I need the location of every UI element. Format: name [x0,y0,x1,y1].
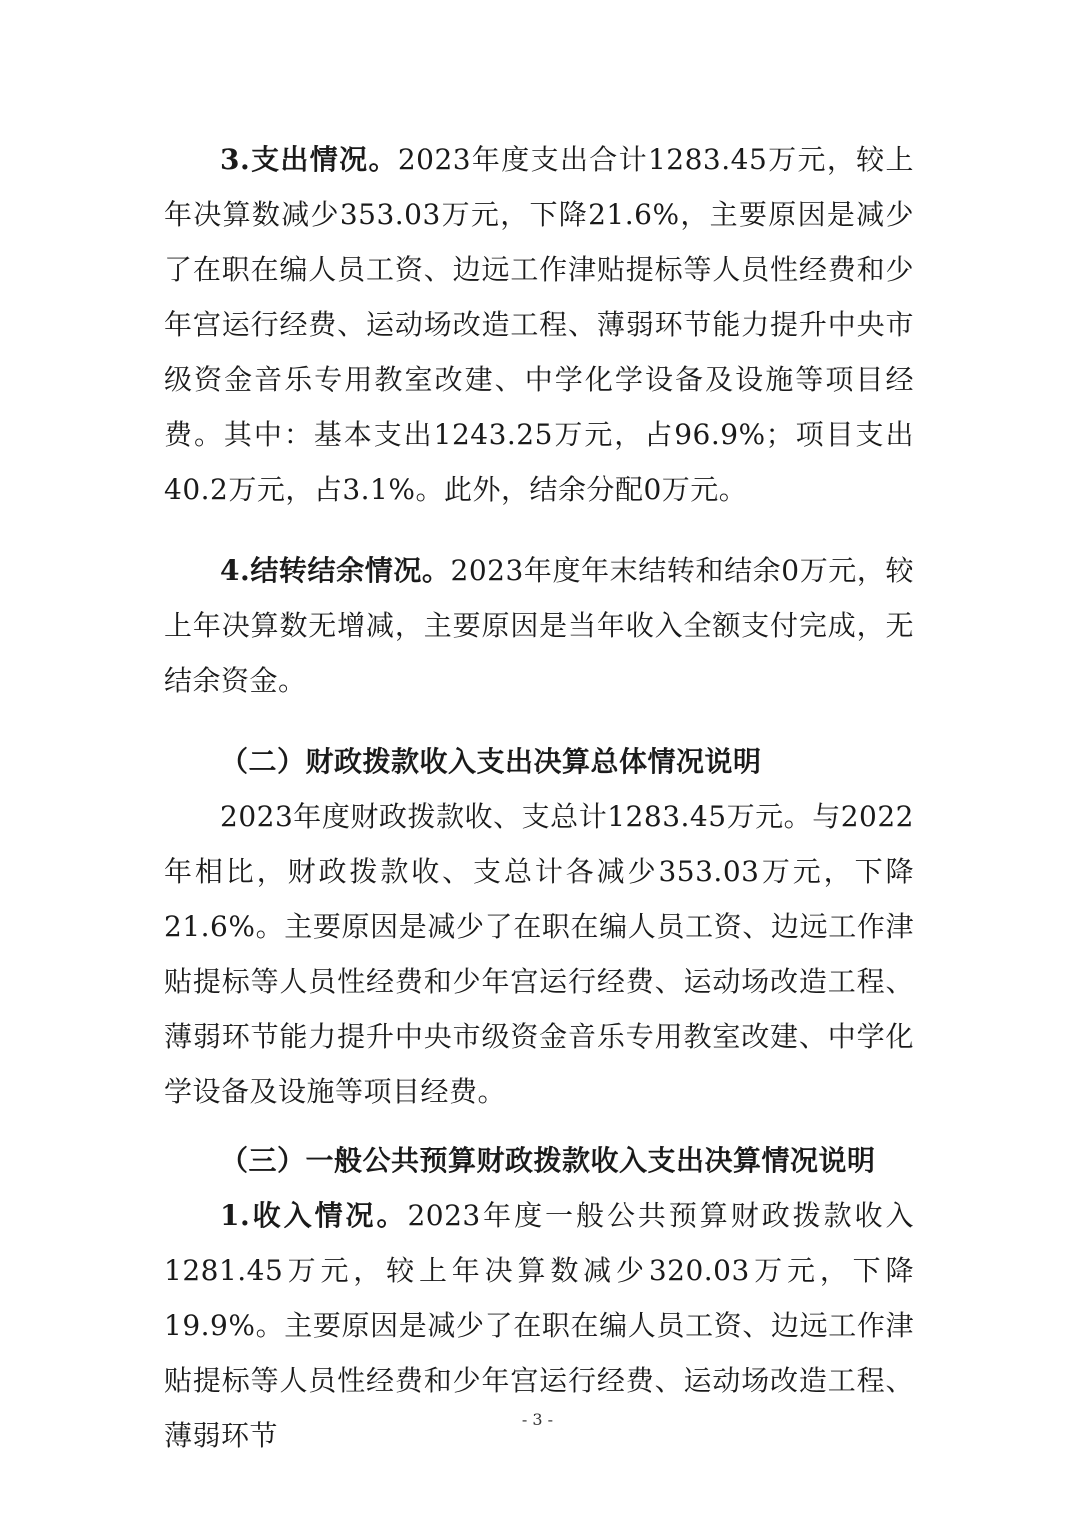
heading-general-budget: （三）一般公共预算财政拨款收入支出决算情况说明 [220,1144,876,1177]
heading-fiscal-overview: （二）财政拨款收入支出决算总体情况说明 [220,745,762,778]
paragraph-carryover [164,543,914,708]
text-fiscal-overview: 2023年度财政拨款收、支总计1283.45万元。与2022年相比，财政拨款收、支总计各减少353.03万元，下降21.6%。主要原因是减少了在职在编人员工资、边远工作津贴提标等人员性经费和少年宫运行经费、运动场改造工程、薄弱环节能力提升中央市级资金音乐专用教室改建、中学化学设备及设施等项目经费。 [164,800,914,1108]
page-number: - 3 - [521,1410,554,1429]
text-general-budget-income: 2023年度一般公共预算财政拨款收入1281.45万元，较上年决算数减少320.03万元，下降19.9%。主要原因是减少了在职在编人员工资、边远工作津贴提标等人员性经费和少年宫运行经费、运动场改造工程、薄弱环节 [164,1199,914,1452]
document-body [164,132,914,1463]
lead-expenditure: 3.支出情况。 [220,143,398,176]
text-expenditure: 2023年度支出合计1283.45万元，较上年决算数减少353.03万元，下降21.6%，主要原因是减少了在职在编人员工资、边远工作津贴提标等人员性经费和少年宫运行经费、运动场改造工程、薄弱环节能力提升中央市级资金音乐专用教室改建、中学化学设备及设施等项目经费。其中：基本支出1243.25万元，占96.9%；项目支出40.2万元，占3.1%。此外，结余分配0万元。 [164,143,915,506]
spacer [164,1119,914,1133]
lead-carryover: 4.结转结余情况。 [220,554,451,587]
text-carryover: 2023年度年末结转和结余0万元，较上年决算数无增减，主要原因是当年收入全额支付完成，无结余资金。 [164,554,914,697]
paragraph-expenditure [164,132,914,517]
paragraph-fiscal-overview [164,789,914,1119]
spacer [164,517,914,543]
spacer [164,708,914,734]
lead-general-budget-income: 1.收入情况。 [220,1199,408,1232]
